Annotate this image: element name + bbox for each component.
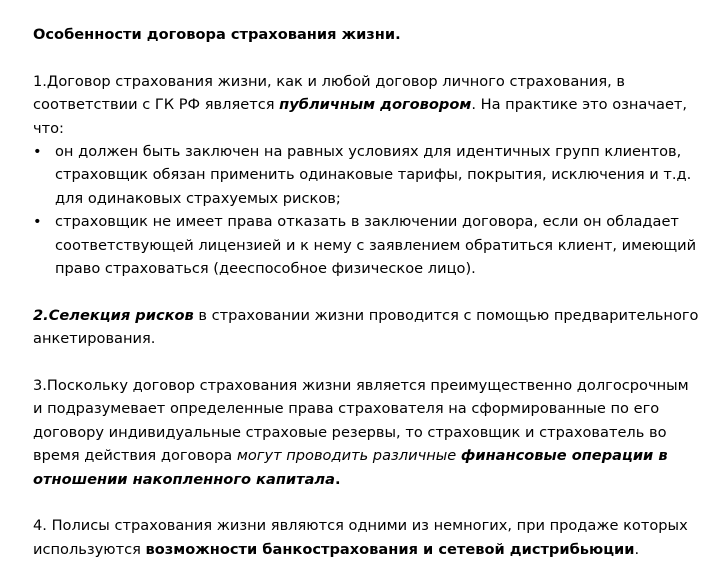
paragraph-4-text: 4. Полисы страхования жизни являются одними из немногих, при продаже которых используются — [33, 517, 688, 558]
paragraph-4 — [33, 514, 702, 561]
paragraph-3-text: 3.Поскольку договор страхования жизни является преимущественно долгосрочным и подразумевает определенные права страхователя на сформированные по его договору индивидуальные страховые резервы, то страховщик и страхователь во время действия договора — [33, 377, 689, 465]
spacer — [33, 46, 702, 69]
paragraph-1-tail: . На практике это означает, что: — [33, 96, 688, 137]
paragraph-3-tail: . — [334, 470, 341, 488]
slide-title: Особенности договора страхования жизни. — [33, 26, 401, 43]
spacer — [33, 280, 702, 303]
bullet-item-text: он должен быть заключен на равных условиях для идентичных групп клиентов, страховщик обязан применить одинаковые тарифы, покрытия, исключения и т.д. для одинаковых страхуемых рисков; — [55, 143, 692, 207]
bullet-list — [33, 140, 702, 280]
paragraph-4-emphasis: возможности банкострахования и сетевой дистрибьюции — [145, 540, 635, 558]
paragraph-1 — [33, 70, 702, 140]
paragraph-1-text: 1.Договор страхования жизни, как и любой договор личного страхования, в соответствии с ГК РФ является — [33, 72, 625, 114]
bullet-icon: • — [33, 213, 42, 231]
bullet-item-text: страховщик не имеет права отказать в заключении договора, если он обладает соответствующей лицензией и к нему с заявлением обратиться клиент, имеющий право страховаться (дееспособное физическое лицо). — [55, 213, 697, 278]
spacer — [33, 491, 702, 514]
bullet-icon: • — [33, 143, 42, 161]
paragraph-2-tail: в страховании жизни проводится с помощью предварительного анкетирования. — [33, 306, 699, 348]
spacer — [33, 351, 702, 374]
bullet-item — [33, 140, 702, 210]
paragraph-2-emphasis: 2.Селекция рисков — [33, 306, 194, 324]
paragraph-3 — [33, 374, 702, 491]
paragraph-2 — [33, 304, 702, 351]
paragraph-3-emphasis: финансовые операции в отношении накопленного капитала — [33, 447, 668, 488]
paragraph-4-tail: . — [634, 540, 640, 558]
paragraph-1-emphasis: публичным договором — [279, 96, 472, 114]
bullet-item — [33, 210, 702, 280]
paragraph-3-italic: могут проводить различные — [236, 447, 461, 465]
